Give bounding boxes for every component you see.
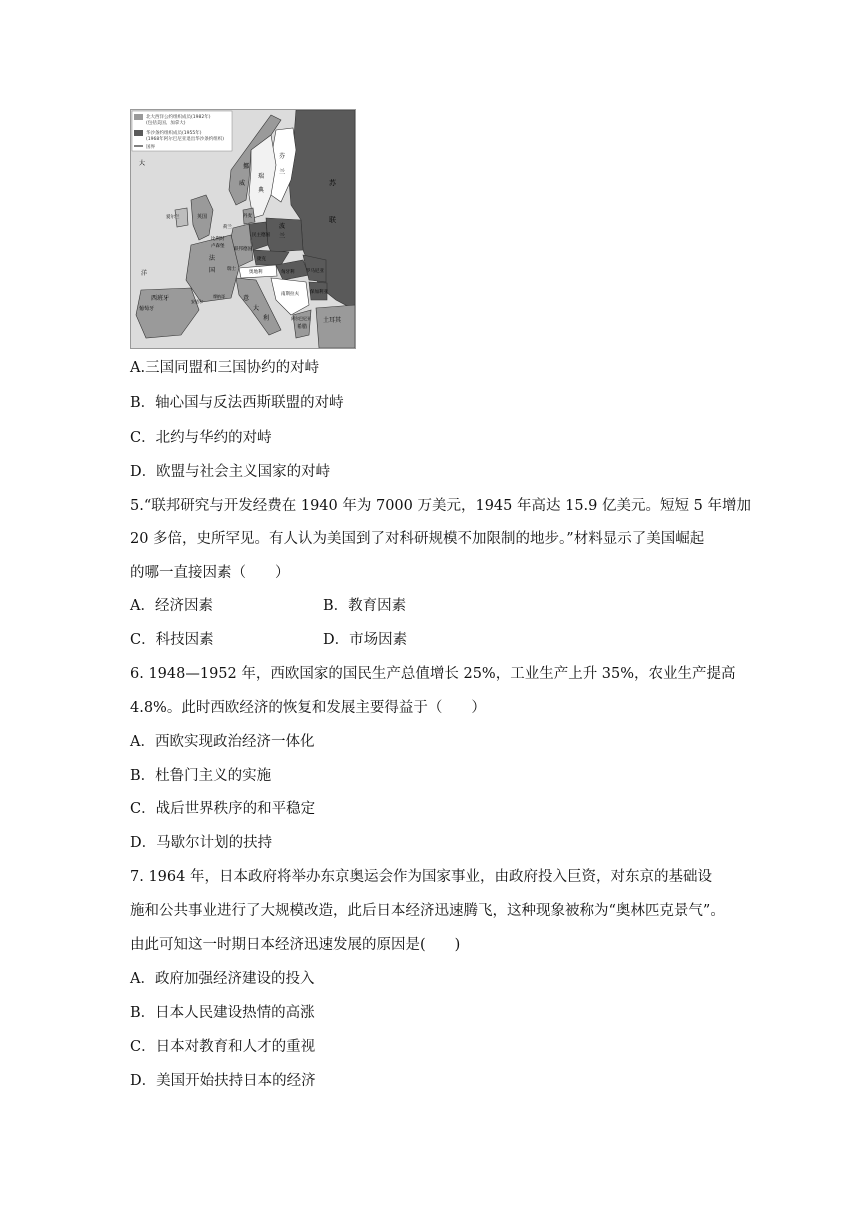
map-label: 大 <box>253 305 260 312</box>
map-label: 瑞 <box>258 173 265 180</box>
q7-option-a: A．政府加强经济建设的投入 <box>130 971 315 987</box>
map-label: 摩纳哥 <box>213 294 225 299</box>
legend-warsaw-sub: (1968年阿尔巴尼亚退出华沙条约组织) <box>146 137 224 142</box>
map-label: 国 <box>209 267 216 274</box>
q4-option-c: C．北约与华约的对峙 <box>130 430 272 446</box>
map-label: 西班牙 <box>151 295 170 302</box>
q7-option-d: D．美国开始扶持日本的经济 <box>130 1073 316 1089</box>
map-label: 土耳其 <box>323 317 342 324</box>
map-label: 兰 <box>279 233 286 240</box>
q5-option-c: C．科技因素 <box>130 632 214 648</box>
q6-option-a: A．西欧实现政治经济一体化 <box>130 734 315 750</box>
map-label: 英国 <box>197 214 208 220</box>
map-label: 苏 <box>329 179 336 187</box>
q5-option-b: B．教育因素 <box>323 598 407 614</box>
q4-option-b: B．轴心国与反法西斯联盟的对峙 <box>130 395 344 411</box>
q6-stem-line1: 6. 1948—1952 年，西欧国家的国民生产总值增长 25%，工业生产上升 35%，农业生产提高 <box>130 666 736 682</box>
q6-option-d: D．马歇尔计划的扶持 <box>130 835 273 851</box>
legend-warsaw-label: 华沙条约组织成员(1955年) <box>146 131 202 136</box>
map-label: 希腊 <box>297 324 308 330</box>
map-label: 波 <box>279 223 286 230</box>
map-label: 典 <box>258 187 265 194</box>
q5-stem-line2: 20 多倍，史所罕见。有人认为美国到了对科研规模不加限制的地步。”材料显示了美国崛起 <box>130 531 705 547</box>
map-label: 洋 <box>141 270 148 277</box>
europe-cold-war-map <box>130 109 356 349</box>
map-label: 威 <box>239 180 246 187</box>
q6-option-c: C．战后世界秩序的和平稳定 <box>130 801 316 817</box>
map-label: 意 <box>243 295 250 302</box>
map-label: 兰 <box>279 169 286 176</box>
map-label: 大 <box>139 160 146 167</box>
map-label: 挪 <box>243 163 250 170</box>
q7-option-b: B．日本人民建设热情的高涨 <box>130 1005 315 1021</box>
q5-stem-line3: 的哪一直接因素（ ） <box>130 565 290 581</box>
map-label: 卢森堡 <box>211 244 225 249</box>
q5-option-a: A．经济因素 <box>130 598 213 614</box>
q7-option-c: C．日本对教育和人才的重视 <box>130 1039 316 1055</box>
map-label: 南斯拉夫 <box>281 292 299 297</box>
q6-stem-line2: 4.8%。此时西欧经济的恢复和发展主要得益于（ ） <box>130 700 486 716</box>
legend-swatch-warsaw <box>134 130 143 136</box>
q6-option-b: B．杜鲁门主义的实施 <box>130 768 272 784</box>
q4-option-d: D．欧盟与社会主义国家的对峙 <box>130 464 331 480</box>
map-label: 联邦德国 <box>234 247 252 252</box>
q5-option-d: D．市场因素 <box>323 632 408 648</box>
map-label: 民主德国 <box>252 233 270 238</box>
map-label: 阿尔巴尼亚 <box>291 316 311 321</box>
map-label: 利 <box>263 315 270 322</box>
map-label: 荷兰 <box>223 225 232 230</box>
q7-stem-line3: 由此可知这一时期日本经济迅速发展的原因是( ) <box>130 937 461 953</box>
map-label: 安道尔 <box>191 299 203 304</box>
legend-nato-label: 北大西洋公约组织成员(1982年) <box>146 115 211 120</box>
q4-option-a: A.三国同盟和三国协约的对峙 <box>130 360 320 376</box>
map-label: 法 <box>209 255 216 262</box>
map-label: 罗马尼亚 <box>306 269 324 274</box>
map-drawing <box>131 110 355 348</box>
map-label: 联 <box>329 216 336 224</box>
q7-stem-line1: 7. 1964 年，日本政府将举办东京奥运会作为国家事业，由政府投入巨资，对东京的基础设 <box>130 869 712 885</box>
map-label: 保加利亚 <box>310 290 328 295</box>
legend-border-label: 国界 <box>146 145 155 150</box>
map-label: 奥地利 <box>249 270 263 275</box>
map-label: 捷克 <box>257 257 266 262</box>
map-label: 丹麦 <box>243 214 252 219</box>
map-label: 比利时 <box>211 237 225 242</box>
legend-swatch-nato <box>134 114 143 120</box>
map-label: 爱尔兰 <box>166 215 180 220</box>
map-label: 匈牙利 <box>281 270 295 275</box>
map-label: 芬 <box>279 153 286 160</box>
q7-stem-line2: 施和公共事业进行了大规模改造，此后日本经济迅速腾飞，这种现象被称为“奥林匹克景气”。 <box>130 903 725 919</box>
legend-nato-sub: (包括美国、加拿大) <box>146 121 186 126</box>
q5-stem-line1: 5.“联邦研究与开发经费在 1940 年为 7000 万美元，1945 年高达 15.9 亿美元。短短 5 年增加 <box>130 498 751 514</box>
map-label: 瑞士 <box>227 267 236 272</box>
map-label: 葡萄牙 <box>139 306 155 312</box>
